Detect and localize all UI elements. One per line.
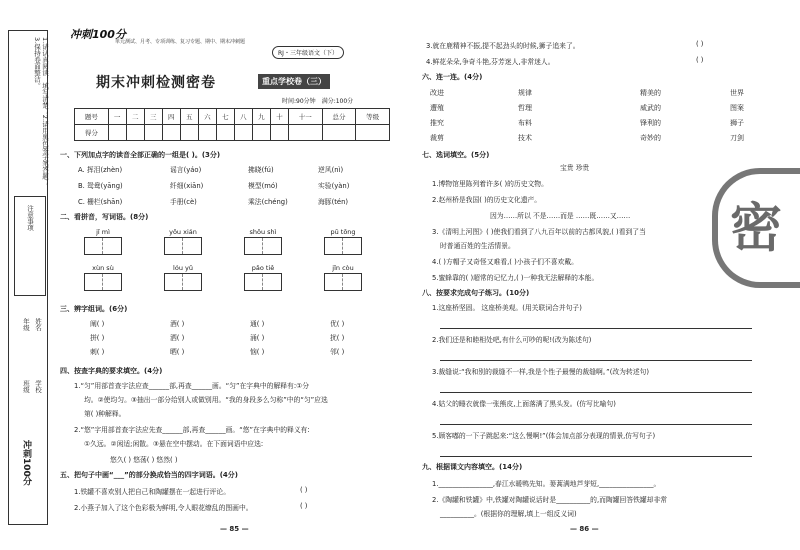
pinyin-grid[interactable] xyxy=(244,228,282,255)
s8-q4-line[interactable] xyxy=(440,424,752,425)
match-word[interactable]: 图案 xyxy=(730,104,744,112)
s1-c-2: 手册(cè) xyxy=(170,198,197,206)
pinyin-grid[interactable] xyxy=(164,264,202,291)
score-cell[interactable] xyxy=(162,125,180,141)
s7-q1: 1.博物馆里陈列着许多( )的历史文物。 xyxy=(432,180,548,188)
strip-name: 姓名 xyxy=(34,318,42,331)
writing-box[interactable] xyxy=(103,274,121,290)
score-header-cell: 六 xyxy=(198,109,216,125)
s1-c-3: 乘法(chéng) xyxy=(248,198,288,206)
s8-q4: 4.姑父的睡衣就像一张熊皮,上面落满了黑头发。(仿写比喻句) xyxy=(432,400,616,408)
s9-q2: 2.《陶罐和铁罐》中,铁罐对陶罐说话时是__________的,而陶罐回答铁罐却非常 xyxy=(432,496,668,504)
s1-a-2: 谣言(yáo) xyxy=(170,166,202,174)
match-word[interactable]: 哲理 xyxy=(518,104,532,112)
s9-q2b: __________。(根据你的理解,填上一组反义词) xyxy=(440,510,577,518)
secret-seal-char: 密 xyxy=(730,199,783,259)
s4-q2b: ①久远。②闲适;闲散。③悬在空中摆动。在下面词语中应选: xyxy=(84,440,264,448)
writing-box[interactable] xyxy=(343,238,361,254)
grade-tag: RJ・三年级语文（下） xyxy=(272,46,344,59)
s7-word-pair-1: 宝贵 珍贵 xyxy=(560,164,590,172)
score-cell[interactable] xyxy=(270,125,288,141)
s1-b-2: 纤细(xiān) xyxy=(170,182,204,190)
char-compare-item[interactable]: 邻( ) xyxy=(330,348,345,356)
pinyin-label: pū tōng xyxy=(330,228,356,236)
pinyin-grid[interactable] xyxy=(164,228,202,255)
s1-c-1: C. 栅栏(shān) xyxy=(78,198,123,206)
strip-brand: 冲刺100分 xyxy=(21,440,31,486)
score-row-label: 得分 xyxy=(75,125,109,141)
match-word[interactable]: 技术 xyxy=(518,134,532,142)
score-header-cell: 八 xyxy=(234,109,252,125)
pinyin-label: jǐn còu xyxy=(332,264,354,272)
s1-b-3: 模型(mó) xyxy=(248,182,278,190)
s4-q1b: 均。②使均匀。③抽出一部分给别人或做别用。“我的身段多么匀称”中的“匀”应选 xyxy=(84,396,328,404)
notes-title: 注意事项 xyxy=(26,205,34,231)
char-compare-item[interactable]: 酒( ) xyxy=(170,320,185,328)
section-9-title: 九、根据课文内容填空。(14分) xyxy=(422,463,523,471)
s5-q4-blank[interactable]: ( ) xyxy=(696,56,704,64)
s5-q4: 4.鲜花朵朵,争奇斗艳,芬芳迷人,非常迷人。 xyxy=(426,58,555,66)
exam-meta xyxy=(282,96,353,105)
match-word[interactable]: 推究 xyxy=(430,119,444,127)
score-header-cell: 题号 xyxy=(75,109,109,125)
writing-box[interactable] xyxy=(245,274,263,290)
writing-box[interactable] xyxy=(165,238,183,254)
writing-boxes[interactable] xyxy=(84,237,122,255)
writing-box[interactable] xyxy=(183,238,201,254)
score-cell[interactable] xyxy=(322,125,356,141)
score-cell[interactable] xyxy=(108,125,126,141)
char-compare-item[interactable]: 优( ) xyxy=(330,320,345,328)
writing-box[interactable] xyxy=(85,238,103,254)
strip-class: 班级 xyxy=(22,380,30,393)
s1-c-4: 海豚(tén) xyxy=(318,198,349,206)
score-header-cell: 三 xyxy=(144,109,162,125)
s8-q2-line[interactable] xyxy=(440,360,752,361)
s8-q3: 3.裁缝说:“我和别的裁缝不一样,我是个性子最慢的裁缝啊。”(改为转述句) xyxy=(432,368,649,376)
match-word[interactable]: 裁剪 xyxy=(430,134,444,142)
page-number-right: — 86 — xyxy=(570,525,599,533)
score-cell[interactable] xyxy=(180,125,198,141)
s9-q1: 1.________________,春江水暖鸭先知。蒌蒿满地芦芽短,________________。 xyxy=(432,480,661,488)
section-3-title: 三、辨字组词。(6分) xyxy=(60,305,128,313)
page-number-left: — 85 — xyxy=(220,525,249,533)
writing-box[interactable] xyxy=(245,238,263,254)
match-word[interactable]: 改进 xyxy=(430,89,444,97)
match-word[interactable]: 奇妙的 xyxy=(640,134,661,142)
pinyin-label: jǐ mì xyxy=(96,228,110,236)
s1-a-1: A. 挥泪(zhèn) xyxy=(78,166,123,174)
pinyin-grid[interactable] xyxy=(244,264,282,291)
s5-q2: 2.小燕子加入了这个色彩极为鲜明,令人眼花缭乱的图画中。 xyxy=(74,504,253,512)
s7-q3: 3.《清明上河图》( )使我们看到了八九百年以前的古都风貌,( )看到了当 xyxy=(432,228,646,236)
score-cell[interactable] xyxy=(126,125,144,141)
s4-q2c: 悠久( ) 悠荡( ) 悠然( ) xyxy=(110,456,178,464)
s8-q1-line[interactable] xyxy=(440,328,752,329)
writing-box[interactable] xyxy=(343,274,361,290)
section-6-title: 六、连一连。(4分) xyxy=(422,73,483,81)
match-word[interactable]: 威武的 xyxy=(640,104,661,112)
s1-b-1: B. 鸳鸯(yāng) xyxy=(78,182,123,190)
s8-q1: 1.这座桥坚固。 这座桥美观。(用关联词合并句子) xyxy=(432,304,582,312)
char-compare-item[interactable]: 晒( ) xyxy=(170,348,185,356)
section-8-title: 八、按要求完成句子练习。(10分) xyxy=(422,289,530,297)
match-word[interactable]: 世界 xyxy=(730,89,744,97)
s1-a-3: 拂晓(fú) xyxy=(248,166,274,174)
score-header-cell: 一 xyxy=(108,109,126,125)
writing-box[interactable] xyxy=(263,238,281,254)
char-compare-item[interactable]: 阐( ) xyxy=(90,320,105,328)
s8-q2: 2.我们还是和睦相处吧,有什么可吵的呢!(改为陈述句) xyxy=(432,336,592,344)
pinyin-grid[interactable] xyxy=(84,264,122,291)
score-cell[interactable] xyxy=(234,125,252,141)
pinyin-grid[interactable] xyxy=(84,228,122,255)
writing-box[interactable] xyxy=(325,274,343,290)
s4-q1: 1.“匀”用部首查字法应查______部,再查______画。“匀”在字典中的解释有:①分 xyxy=(74,382,310,390)
match-word[interactable]: 狮子 xyxy=(730,119,744,127)
s7-word-pair-2: 因为……所以 不是……而是 ……既……又…… xyxy=(490,212,631,220)
score-cell[interactable] xyxy=(252,125,270,141)
s8-q5: 5.顾客嘟的一下子跳起来:“这么慢啊!”(体会加点部分表现的情景,仿写句子) xyxy=(432,432,656,440)
char-compare-item[interactable]: 洒( ) xyxy=(170,334,185,342)
s1-a-4: 逆风(nì) xyxy=(318,166,344,174)
brand-logo: 冲刺100分 xyxy=(70,28,126,41)
notes-box xyxy=(14,196,46,296)
score-header-cell: 十 xyxy=(270,109,288,125)
pinyin-label: xùn sù xyxy=(92,264,114,272)
score-table xyxy=(74,108,390,141)
writing-box[interactable] xyxy=(183,274,201,290)
pinyin-label: lóu yǔ xyxy=(173,264,193,272)
s4-q2: 2.“悠”字用部首查字法应先查______部,再查______画。“悠”在字典中的释义有: xyxy=(74,426,310,434)
page-title: 期末冲刺检测密卷 xyxy=(96,75,216,91)
match-word[interactable]: 精美的 xyxy=(640,89,661,97)
strip-notes: 1.请认真阅读，填写清楚；2.请用黑色签字笔答题；3.保持卷面整洁。 xyxy=(33,37,49,186)
strip-grade: 年级 xyxy=(22,318,30,331)
match-word[interactable]: 布料 xyxy=(518,119,532,127)
score-label: 满分:100分 xyxy=(321,98,354,105)
score-header-cell: 四 xyxy=(162,109,180,125)
brand-subtitle: 单元测试、月考、专项训练、复习专题、期中、期末冲刺题 xyxy=(115,39,246,45)
strip-school: 学校 xyxy=(34,380,42,393)
writing-box[interactable] xyxy=(325,238,343,254)
writing-boxes[interactable] xyxy=(324,273,362,291)
score-header-cell: 五 xyxy=(180,109,198,125)
s5-q1: 1.铁罐不喜欢别人把自己和陶罐摆在一起进行评论。 xyxy=(74,488,231,496)
s7-q5: 5.蜜蜂靠的( )超常的记忆力,( )一种我无法解释的本能。 xyxy=(432,274,599,282)
match-word[interactable]: 规律 xyxy=(518,89,532,97)
school-tag: 重点学校卷（三） xyxy=(258,74,330,89)
section-7-title: 七、选词填空。(5分) xyxy=(422,151,490,159)
section-5-title: 五、把句子中画“___”的部分换成恰当的四字词语。(4分) xyxy=(60,471,238,479)
section-4-title: 四、按查字典的要求填空。(4分) xyxy=(60,367,163,375)
char-compare-item[interactable]: 恼( ) xyxy=(250,348,265,356)
score-cell[interactable] xyxy=(144,125,162,141)
score-header-cell: 九 xyxy=(252,109,270,125)
char-compare-item[interactable]: 拼( ) xyxy=(90,334,105,342)
pinyin-grid[interactable] xyxy=(324,264,362,291)
s5-q3: 3.就在鹿精神不振,提不起劲头的时候,狮子追来了。 xyxy=(426,42,580,50)
section-1-title: 一、下列加点字的读音全部正确的一组是( )。(3分) xyxy=(60,151,221,159)
s1-b-4: 实验(yàn) xyxy=(318,182,350,190)
pinyin-label: pǎo tiě xyxy=(251,264,275,272)
score-row xyxy=(75,125,390,141)
s4-q1c: 第( )种解释。 xyxy=(84,410,126,418)
score-cell[interactable] xyxy=(356,125,390,141)
match-word[interactable]: 遭殖 xyxy=(430,104,444,112)
score-cell[interactable] xyxy=(288,125,322,141)
writing-box[interactable] xyxy=(165,274,183,290)
writing-boxes[interactable] xyxy=(244,237,282,255)
score-cell[interactable] xyxy=(216,125,234,141)
char-compare-item[interactable]: 扰( ) xyxy=(330,334,345,342)
s7-q2: 2.赵州桥是我国( )的历史文化遗产。 xyxy=(432,196,542,204)
score-header-cell: 等级 xyxy=(356,109,390,125)
s5-q1-blank[interactable]: ( ) xyxy=(300,486,308,494)
pinyin-grid[interactable] xyxy=(324,228,362,255)
s5-q2-blank[interactable]: ( ) xyxy=(300,502,308,510)
s7-q3b: 时普通百姓的生活情景。 xyxy=(440,242,515,250)
match-word[interactable]: 锋利的 xyxy=(640,119,661,127)
pinyin-label: yōu xián xyxy=(169,228,197,236)
s7-q4: 4.( )方帽子又奇怪又难看,( )小孩子们不喜欢戴。 xyxy=(432,258,578,266)
s8-q3-line[interactable] xyxy=(440,392,752,393)
score-header-cell: 总分 xyxy=(322,109,356,125)
s5-q3-blank[interactable]: ( ) xyxy=(696,40,704,48)
s8-q5-line[interactable] xyxy=(440,456,752,457)
section-2-title: 二、看拼音，写词语。(8分) xyxy=(60,213,149,221)
pinyin-label: shōu shì xyxy=(249,228,277,236)
score-header-cell: 二 xyxy=(126,109,144,125)
char-compare-item[interactable]: 通( ) xyxy=(250,320,265,328)
char-compare-item[interactable]: 涌( ) xyxy=(250,334,265,342)
score-header-cell: 七 xyxy=(216,109,234,125)
score-header-row xyxy=(75,109,390,125)
writing-boxes[interactable] xyxy=(244,273,282,291)
writing-box[interactable] xyxy=(103,238,121,254)
score-cell[interactable] xyxy=(198,125,216,141)
match-word[interactable]: 刀剑 xyxy=(730,134,744,142)
score-header-cell: 十一 xyxy=(288,109,322,125)
writing-boxes[interactable] xyxy=(84,273,122,291)
writing-boxes[interactable] xyxy=(164,237,202,255)
writing-box[interactable] xyxy=(85,274,103,290)
time-label: 时间:90分钟 xyxy=(282,98,316,105)
writing-box[interactable] xyxy=(263,274,281,290)
writing-boxes[interactable] xyxy=(324,237,362,255)
writing-boxes[interactable] xyxy=(164,273,202,291)
char-compare-item[interactable]: 刺( ) xyxy=(90,348,105,356)
